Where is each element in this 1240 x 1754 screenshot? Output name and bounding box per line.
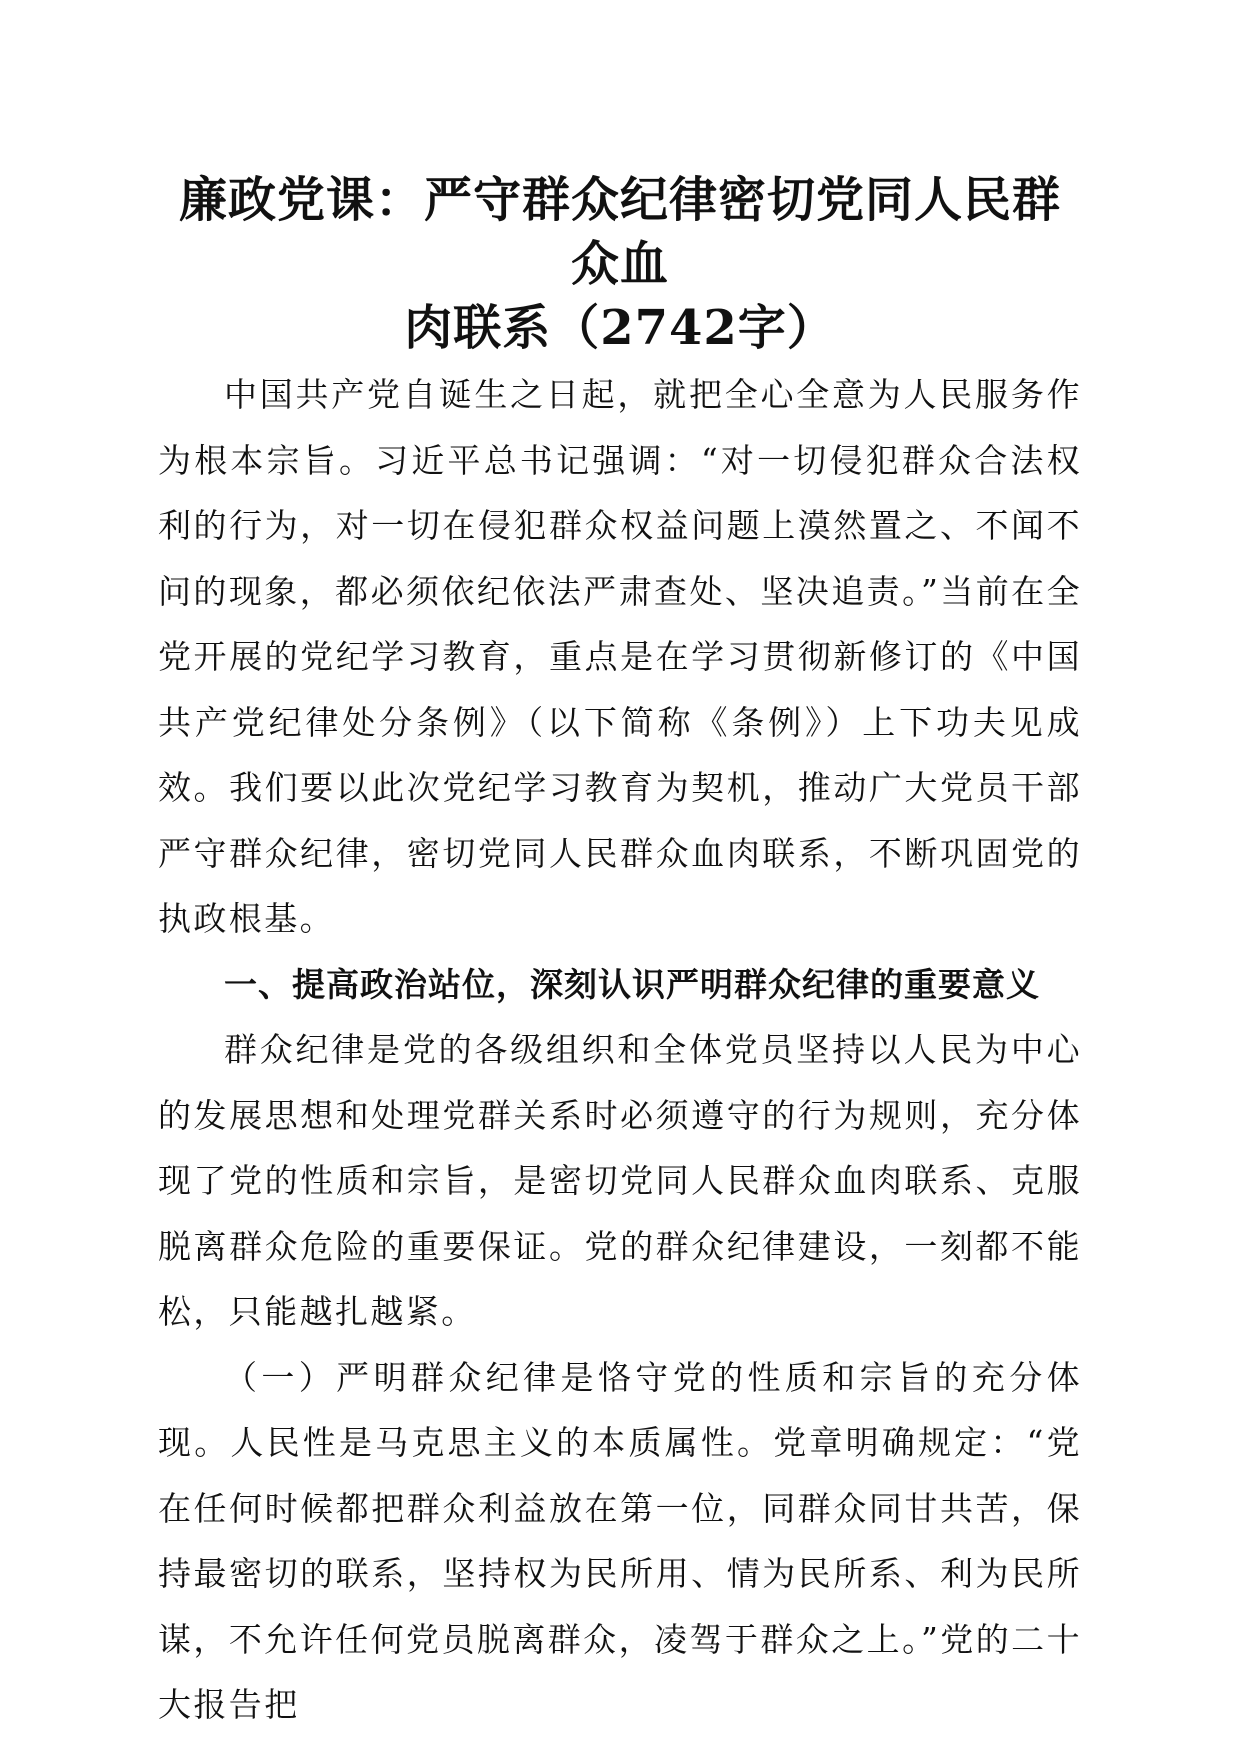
section-heading-1: 一、提高政治站位，深刻认识严明群众纪律的重要意义 <box>224 964 1040 1004</box>
subsection-1-paragraph: （一）严明群众纪律是恪守党的性质和宗旨的充分体现。人民性是马克思主义的本质属性。党章明确规定：“党在任何时候都把群众利益放在第一位，同群众同甘共苦，保持最密切的联系，坚持权为民所用、情为民所系、利为民所谋，不允许任何党员脱离群众，凌驾于群众之上。”党的二十大报告把 <box>158 1357 1082 1724</box>
document-title <box>158 168 1082 360</box>
section-1-paragraph: 群众纪律是党的各级组织和全体党员坚持以人民为中心的发展思想和处理党群关系时必须遵守的行为规则，充分体现了党的性质和宗旨，是密切党同人民群众血肉联系、克服脱离群众危险的重要保证。党的群众纪律建设，一刻都不能松，只能越扎越紧。 <box>158 1030 1082 1331</box>
title-line-1: 廉政党课：严守群众纪律密切党同人民群众血 <box>178 172 1061 292</box>
title-line-2: 肉联系（2742字） <box>404 300 836 356</box>
intro-paragraph: 中国共产党自诞生之日起，就把全心全意为人民服务作为根本宗旨。习近平总书记强调：“对一切侵犯群众合法权利的行为，对一切在侵犯群众权益问题上漠然置之、不闻不问的现象，都必须依纪依法严肃查处、坚决追责。”当前在全党开展的党纪学习教育，重点是在学习贯彻新修订的《中国共产党纪律处分条例》（以下简称《条例》）上下功夫见成效。我们要以此次党纪学习教育为契机，推动广大党员干部严守群众纪律，密切党同人民群众血肉联系，不断巩固党的执政根基。 <box>158 375 1082 938</box>
document-page <box>158 168 1082 1738</box>
